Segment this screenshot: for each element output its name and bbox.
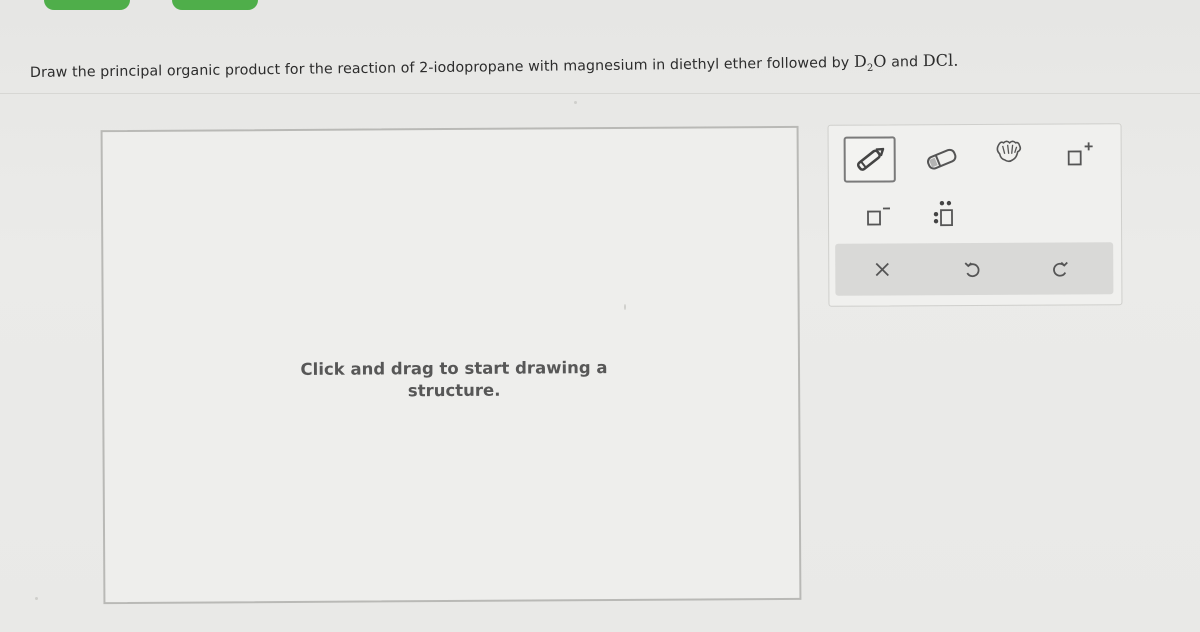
question-divider [0,93,1200,94]
question-and: and [886,54,923,71]
formula-d: D [853,51,867,71]
drawing-toolbar [828,123,1123,307]
clear-button[interactable] [857,247,907,291]
top-tab-right[interactable] [172,0,258,10]
negative-charge-icon [859,199,893,231]
canvas-hint-line2: structure. [407,380,501,401]
undo-button[interactable] [947,247,997,291]
formula-subscript: 2 [866,62,874,74]
eraser-tool[interactable] [917,137,967,181]
templates-tool[interactable] [984,131,1034,175]
canvas-hint [264,357,644,403]
formula-o: O [873,51,887,71]
eraser-icon [922,144,962,174]
formula-dcl: DCl. [922,50,959,71]
lone-pair-tool[interactable] [921,191,971,235]
background-speck [574,101,577,104]
negative-charge-tool[interactable] [851,193,901,237]
pencil-icon [851,144,889,174]
question-prefix: Draw the principal organic product for the reaction of 2-iodopropane with magnesium in diethyl ether followed by [29,54,855,81]
pencil-tool[interactable] [844,136,896,182]
positive-charge-tool[interactable] [1054,132,1104,176]
templates-icon [991,136,1027,170]
question-text [30,48,1190,84]
positive-charge-icon [1061,137,1097,171]
formula-d2o [853,51,887,74]
redo-icon [1049,257,1071,279]
clear-icon [871,258,893,280]
background-speck [35,597,38,600]
lone-pair-icon [929,195,963,231]
drawing-canvas[interactable] [101,126,802,604]
canvas-hint-line1: Click and drag to start drawing a [300,358,608,379]
top-tab-left[interactable] [44,0,130,10]
action-row [835,242,1113,295]
undo-icon [961,258,983,280]
background-speck [624,304,626,310]
redo-button[interactable] [1035,246,1085,290]
